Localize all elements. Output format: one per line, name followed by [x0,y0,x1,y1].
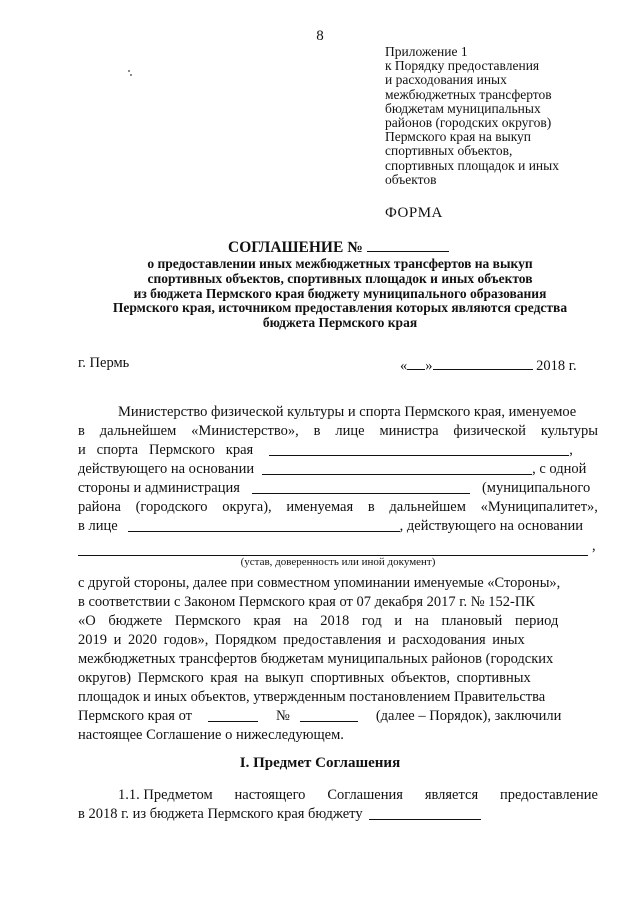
word: в [78,423,85,439]
para-line [78,517,598,536]
word: «Муниципалитет», [480,499,598,515]
city: г. Пермь [78,355,130,371]
paragraph-legal-basis [78,574,598,745]
form-label: ФОРМА [385,205,443,221]
para-text: действующего на основании [78,461,255,477]
scan-speck [128,70,130,72]
subtitle-line: спортивных объектов, спортивных площадок и иных объектов [147,270,533,286]
para-line [78,669,598,688]
para-text: (муниципального [481,480,591,496]
word: предоставление [500,787,598,803]
para-line [78,498,598,517]
para-line [78,631,598,650]
word: в [313,423,321,439]
appendix-block [385,45,605,187]
clause-1-1 [78,786,598,824]
month-blank[interactable] [433,355,533,370]
appendix-line: спортивных площадок и иных [385,157,559,173]
administration-name-blank[interactable] [252,479,470,494]
para-text: № [276,708,290,724]
minister-name-blank[interactable] [269,441,569,456]
para-text: межбюджетных трансфертов бюджетам муниципальных районов (городских [78,651,554,667]
para-text: и спорта Пермского края [78,442,254,458]
resolution-date-blank[interactable] [208,707,258,722]
agreement-subtitle [85,257,595,331]
section-title: I. Предмет Соглашения [239,755,401,771]
para-text: «О бюджете Пермского края на 2018 год и на плановый период [78,613,559,629]
year: 2018 г. [536,358,577,374]
word: 1.1. Предметом [118,787,213,803]
para-line [78,612,598,631]
para-line [78,403,598,422]
para-text: в 2018 г. из бюджета Пермского края бюджету [78,806,363,822]
word: округа), [222,499,272,515]
para-text: с другой стороны, далее при совместном упоминании именуемые «Стороны», [78,575,561,591]
appendix-line: Пермского края на выкуп [385,129,532,145]
scan-speck [130,74,132,76]
para-line [78,707,598,726]
para-text: (далее – Порядок), заключили [375,708,562,724]
para-text: стороны и администрация [78,480,240,496]
word: культуры [540,423,598,439]
day-blank[interactable] [407,355,425,370]
document-basis-line[interactable] [78,541,588,556]
word: дальнейшем [99,423,177,439]
word: в [367,499,375,515]
subtitle-line: о предоставлении иных межбюджетных трансфертов на выкуп [147,256,533,271]
agreement-title [228,237,449,257]
appendix-line: к Порядку предоставления [385,58,540,74]
close-quote: » [425,358,433,374]
para-text: , действующего на основании [399,518,584,534]
appendix-line: спортивных объектов, [385,143,513,159]
resolution-number-blank[interactable] [300,707,358,722]
word: «Министерство», [191,423,299,439]
para-line [78,650,598,669]
para-line [78,422,598,441]
appendix-line: Приложение 1 [385,44,468,59]
recipient-budget-blank[interactable] [369,805,481,820]
word: дальнейшем [389,499,466,515]
para-line [78,460,598,479]
subtitle-line: Пермского края, источником предоставления которых являются средства [112,300,568,316]
para-text: , с одной [532,461,587,477]
agreement-title-text: СОГЛАШЕНИЕ № [228,239,363,256]
para-text: в соответствии с Законом Пермского края от 07 декабря 2017 г. № 152-ПК [78,594,535,610]
open-quote: « [400,358,408,374]
word: именуемая [286,499,354,515]
word: района [78,499,121,515]
para-text: , [569,442,573,458]
para-text: 2019 и 2020 годов», Порядком предоставления и расходования иных [78,632,525,648]
paragraph-parties [78,403,598,536]
para-text: округов) Пермского края на выкуп спортивных объектов, спортивных [78,670,531,686]
para-line [78,593,598,612]
para-line [78,441,598,460]
comma: , [592,538,596,554]
word: физической [453,423,526,439]
subtitle-line: из бюджета Пермского края бюджету муниципального образования [133,285,547,301]
para-line [78,805,598,824]
word: Соглашения [327,787,403,803]
appendix-line: объектов [385,171,437,187]
head-name-blank[interactable] [128,517,400,532]
para-line [78,726,598,745]
para-text: настоящее Соглашение о нижеследующем. [78,727,344,743]
para-text: площадок и иных объектов, утвержденным постановлением Правительства [78,689,546,705]
date-line [400,355,577,375]
appendix-line: бюджетам муниципальных [385,100,541,116]
para-line [78,786,598,805]
appendix-line: межбюджетных трансфертов [385,86,552,102]
basis-caption: (устав, доверенность или иной документ) [240,556,436,568]
para-text: в лице [78,518,118,534]
word: министра [379,423,439,439]
word: является [424,787,479,803]
word: лице [335,423,365,439]
para-text: Министерство физической культуры и спорта Пермского края, именуемое [118,404,577,420]
agreement-number-blank[interactable] [367,237,449,252]
basis-document-blank[interactable] [262,460,532,475]
appendix-line: районов (городских округов) [385,115,552,131]
word: настоящего [234,787,306,803]
para-text: Пермского края от [78,708,192,724]
subtitle-line: бюджета Пермского края [262,315,418,331]
word: (городского [135,499,208,515]
appendix-line: и расходования иных [385,72,507,88]
para-line [78,574,598,593]
page-number: 8 [316,28,324,44]
para-line [78,479,598,498]
para-line [78,688,598,707]
